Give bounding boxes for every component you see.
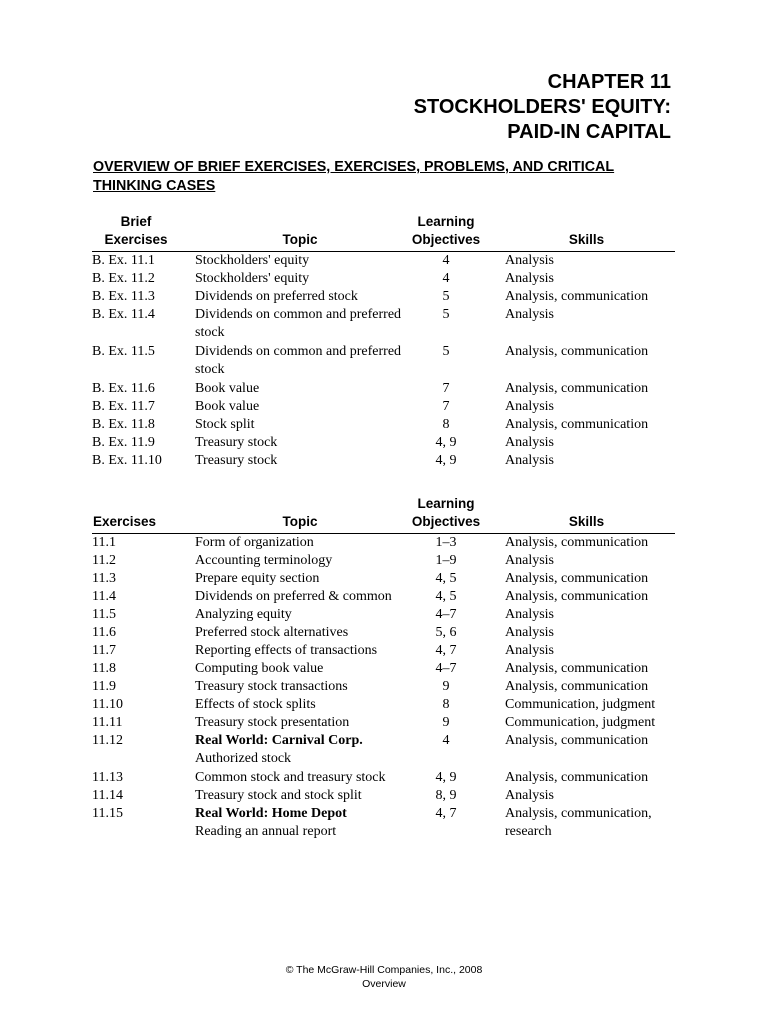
skills-cell: Analysis, communication <box>505 770 649 785</box>
learning-objectives-cell: 9 <box>442 715 450 730</box>
learning-objectives-cell: 7 <box>442 399 450 414</box>
skills-cell: Analysis <box>505 553 554 568</box>
learning-objectives-cell: 1–3 <box>435 535 457 550</box>
chapter-heading <box>414 70 671 145</box>
table-row <box>92 606 675 624</box>
exercise-id: 11.1 <box>92 535 116 550</box>
learning-objectives-cell: 4, 9 <box>435 435 457 450</box>
skills-cell: Analysis, communication <box>505 679 649 694</box>
exercise-id: 11.7 <box>92 643 116 658</box>
chapter-title-line2: PAID-IN CAPITAL <box>507 121 671 143</box>
skills-cell: Analysis <box>505 399 554 414</box>
learning-objectives-cell: 1–9 <box>435 553 457 568</box>
topic-text: Treasury stock presentation <box>195 715 350 730</box>
learning-objectives-cell: 4–7 <box>435 607 457 622</box>
table-row <box>92 660 675 678</box>
learning-objectives-cell: 8 <box>442 697 450 712</box>
topic-text: Stockholders' equity <box>195 271 310 286</box>
skills-cell: Analysis <box>505 435 554 450</box>
topic-text: Treasury stock transactions <box>195 679 348 694</box>
brief-table-body <box>92 252 675 470</box>
exercise-id: B. Ex. 11.9 <box>92 435 155 450</box>
exercise-id: B. Ex. 11.2 <box>92 271 155 286</box>
topic-text: Dividends on common and preferred stock <box>195 307 402 340</box>
topic-cell <box>195 606 405 624</box>
topic-cell <box>195 270 405 288</box>
table-row <box>92 787 675 805</box>
skills-cell: Analysis <box>505 453 554 468</box>
skills-cell: Analysis, communication, research <box>505 806 652 839</box>
exercise-id: 11.10 <box>92 697 123 712</box>
table-row <box>92 624 675 642</box>
learning-objectives-cell: 4 <box>442 733 450 748</box>
table-row <box>92 288 675 306</box>
overview-heading: OVERVIEW OF BRIEF EXERCISES, EXERCISES, PROBLEMS, AND CRITICAL THINKING CASES <box>93 159 615 194</box>
learning-objectives-cell: 4, 9 <box>435 770 457 785</box>
topic-cell <box>195 787 405 805</box>
topic-text: Treasury stock <box>195 453 278 468</box>
learning-objectives-cell: 8 <box>442 417 450 432</box>
exercise-id: 11.15 <box>92 806 123 821</box>
topic-text: Common stock and treasury stock <box>195 770 386 785</box>
brief-table-header <box>92 214 675 252</box>
topic-text: Authorized stock <box>195 751 292 766</box>
topic-cell <box>195 434 405 452</box>
header-learning-objectives: Learning Objectives <box>411 214 481 247</box>
exercise-id: 11.3 <box>92 571 116 586</box>
topic-cell <box>195 642 405 660</box>
topic-text: Dividends on preferred stock <box>195 289 358 304</box>
topic-text: Prepare equity section <box>195 571 320 586</box>
topic-text: Form of organization <box>195 535 314 550</box>
skills-cell: Analysis <box>505 643 554 658</box>
topic-cell <box>195 696 405 714</box>
table-row <box>92 678 675 696</box>
table-row <box>92 416 675 434</box>
copyright-notice: © The McGraw-Hill Companies, Inc., 2008 <box>285 964 483 976</box>
header-topic: Topic <box>282 232 318 247</box>
topic-cell <box>195 588 405 606</box>
exercise-id: B. Ex. 11.7 <box>92 399 155 414</box>
chapter-title-line1: STOCKHOLDERS' EQUITY: <box>413 96 671 118</box>
topic-cell <box>195 624 405 642</box>
table-row <box>92 434 675 452</box>
skills-cell: Analysis <box>505 253 554 268</box>
topic-cell <box>195 252 405 270</box>
learning-objectives-cell: 4, 7 <box>435 806 457 821</box>
topic-text: Treasury stock and stock split <box>195 788 362 803</box>
skills-cell: Analysis <box>505 788 554 803</box>
learning-objectives-cell: 4, 9 <box>435 453 457 468</box>
topic-cell <box>195 769 405 787</box>
topic-cell <box>195 732 405 768</box>
table-row <box>92 732 675 768</box>
exercises-table <box>92 496 675 842</box>
real-world-label: Real World: Carnival Corp. <box>195 733 363 748</box>
table-row <box>92 570 675 588</box>
table-row <box>92 380 675 398</box>
skills-cell: Analysis, communication <box>505 589 649 604</box>
skills-cell: Analysis, communication <box>505 289 649 304</box>
header-skills: Skills <box>568 514 605 529</box>
header-exercises: Exercises <box>93 514 157 529</box>
topic-text: Analyzing equity <box>195 607 292 622</box>
skills-cell: Analysis <box>505 607 554 622</box>
exercise-id: B. Ex. 11.1 <box>92 253 155 268</box>
table-row <box>92 270 675 288</box>
header-learning-objectives: Learning Objectives <box>411 496 481 529</box>
topic-cell <box>195 714 405 732</box>
table-row <box>92 714 675 732</box>
table-row <box>92 588 675 606</box>
skills-cell: Analysis, communication <box>505 733 649 748</box>
skills-cell: Analysis, communication <box>505 417 649 432</box>
table-row <box>92 552 675 570</box>
exercise-table-body <box>92 534 675 841</box>
exercise-table-header <box>92 496 675 534</box>
exercise-id: 11.12 <box>92 733 123 748</box>
table-row <box>92 696 675 714</box>
footer-section: Overview <box>362 978 406 990</box>
table-row <box>92 306 675 342</box>
learning-objectives-cell: 7 <box>442 381 450 396</box>
skills-cell: Analysis <box>505 625 554 640</box>
header-skills: Skills <box>568 232 605 247</box>
exercise-id: 11.9 <box>92 679 116 694</box>
exercise-id: 11.8 <box>92 661 116 676</box>
exercise-id: 11.2 <box>92 553 116 568</box>
skills-cell: Analysis, communication <box>505 661 649 676</box>
learning-objectives-cell: 4, 7 <box>435 643 457 658</box>
topic-cell <box>195 306 405 342</box>
learning-objectives-cell: 5 <box>442 289 450 304</box>
table-row <box>92 252 675 270</box>
table-row <box>92 343 675 379</box>
exercise-id: B. Ex. 11.3 <box>92 289 155 304</box>
topic-cell <box>195 416 405 434</box>
learning-objectives-cell: 5 <box>442 307 450 322</box>
learning-objectives-cell: 5, 6 <box>435 625 457 640</box>
learning-objectives-cell: 5 <box>442 344 450 359</box>
exercise-id: B. Ex. 11.8 <box>92 417 155 432</box>
topic-cell <box>195 570 405 588</box>
skills-cell: Analysis <box>505 271 554 286</box>
learning-objectives-cell: 4 <box>442 271 450 286</box>
exercise-id: 11.5 <box>92 607 116 622</box>
exercise-id: B. Ex. 11.5 <box>92 344 155 359</box>
brief-exercises-table <box>92 214 675 470</box>
topic-cell <box>195 288 405 306</box>
topic-text: Reporting effects of transactions <box>195 643 378 658</box>
learning-objectives-cell: 4, 5 <box>435 571 457 586</box>
topic-text: Preferred stock alternatives <box>195 625 349 640</box>
topic-text: Effects of stock splits <box>195 697 316 712</box>
exercise-id: B. Ex. 11.10 <box>92 453 162 468</box>
table-row <box>92 452 675 470</box>
skills-cell: Communication, judgment <box>505 697 656 712</box>
topic-cell <box>195 398 405 416</box>
exercise-id: 11.4 <box>92 589 116 604</box>
skills-cell: Analysis, communication <box>505 381 649 396</box>
header-brief-exercises: Brief Exercises <box>104 214 168 247</box>
learning-objectives-cell: 4 <box>442 253 450 268</box>
topic-text: Book value <box>195 399 260 414</box>
topic-cell <box>195 805 405 841</box>
learning-objectives-cell: 9 <box>442 679 450 694</box>
learning-objectives-cell: 8, 9 <box>435 788 457 803</box>
skills-cell: Communication, judgment <box>505 715 656 730</box>
topic-cell <box>195 660 405 678</box>
topic-cell <box>195 452 405 470</box>
exercise-id: 11.14 <box>92 788 123 803</box>
topic-cell <box>195 380 405 398</box>
topic-text: Accounting terminology <box>195 553 333 568</box>
topic-cell <box>195 534 405 552</box>
topic-text: Stock split <box>195 417 255 432</box>
table-row <box>92 769 675 787</box>
topic-text: Computing book value <box>195 661 324 676</box>
topic-text: Reading an annual report <box>195 824 337 839</box>
table-row <box>92 642 675 660</box>
chapter-number: CHAPTER 11 <box>547 71 671 93</box>
skills-cell: Analysis, communication <box>505 571 649 586</box>
exercise-id: 11.11 <box>92 715 123 730</box>
real-world-label: Real World: Home Depot <box>195 806 347 821</box>
topic-text: Stockholders' equity <box>195 253 310 268</box>
learning-objectives-cell: 4–7 <box>435 661 457 676</box>
skills-cell: Analysis, communication <box>505 344 649 359</box>
learning-objectives-cell: 4, 5 <box>435 589 457 604</box>
exercise-id: B. Ex. 11.6 <box>92 381 155 396</box>
skills-cell: Analysis, communication <box>505 535 649 550</box>
exercise-id: 11.13 <box>92 770 123 785</box>
topic-cell <box>195 552 405 570</box>
table-row <box>92 534 675 552</box>
topic-text: Treasury stock <box>195 435 278 450</box>
topic-cell <box>195 678 405 696</box>
topic-text: Dividends on common and preferred stock <box>195 344 402 377</box>
exercise-id: 11.6 <box>92 625 116 640</box>
table-row <box>92 805 675 841</box>
page-footer <box>0 963 768 991</box>
header-topic: Topic <box>282 514 318 529</box>
table-row <box>92 398 675 416</box>
exercise-id: B. Ex. 11.4 <box>92 307 155 322</box>
skills-cell: Analysis <box>505 307 554 322</box>
topic-text: Dividends on preferred & common <box>195 589 392 604</box>
topic-text: Book value <box>195 381 260 396</box>
topic-cell <box>195 343 405 379</box>
